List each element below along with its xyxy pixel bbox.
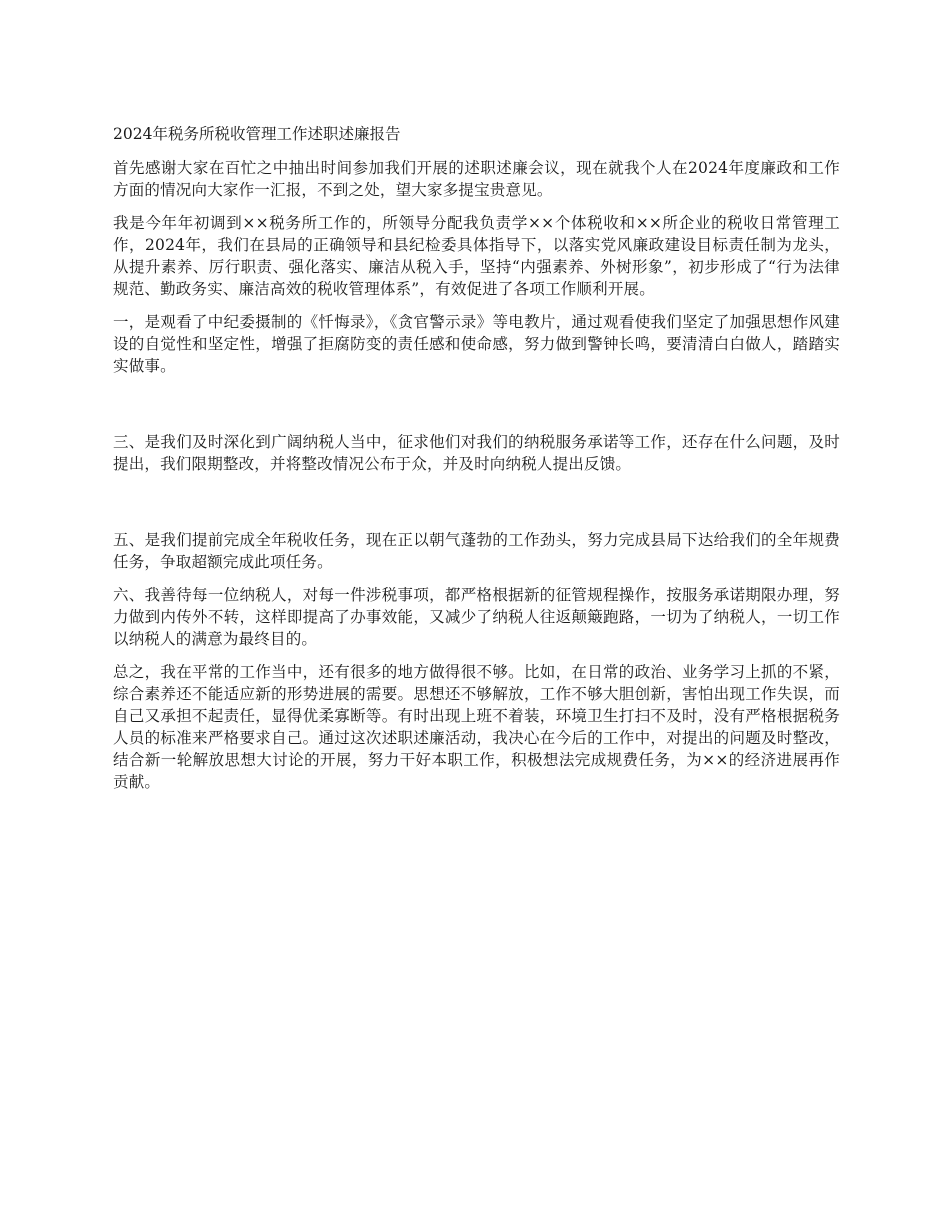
- blank-gap: [113, 486, 840, 529]
- paragraph-background: 我是今年年初调到××税务所工作的，所领导分配我负责学××个体税收和××所企业的税收日常管理工作，2024年，我们在县局的正确领导和县纪检委具体指导下，以落实党风廉政建设目标责任制为龙头，从提升素养、厉行职责、强化落实、廉洁从税入手，坚持“内强素养、外树形象”，初步形成了“行为法律规范、勤政务实、廉洁高效的税收管理体系”，有效促进了各项工作顺利开展。: [113, 214, 840, 298]
- paragraph-intro: 首先感谢大家在百忙之中抽出时间参加我们开展的述职述廉会议，现在就我个人在2024年度廉政和工作方面的情况向大家作一汇报，不到之处，望大家多提宝贵意见。: [113, 159, 840, 199]
- blank-gap: [113, 388, 840, 431]
- paragraph-item-one: 一，是观看了中纪委摄制的《忏悔录》，《贪官警示录》等电教片，通过观看使我们坚定了加强思想作风建设的自觉性和坚定性，增强了拒腐防变的责任感和使命感，努力做到警钟长鸣，要清清白白做人，踏踏实实做事。: [113, 313, 840, 375]
- document-page: [113, 122, 840, 804]
- document-title: 2024年税务所税收管理工作述职述廉报告: [113, 125, 401, 143]
- paragraph-item-three: 三、是我们及时深化到广阔纳税人当中，征求他们对我们的纳税服务承诺等工作，还存在什么问题，及时提出，我们限期整改，并将整改情况公布于众，并及时向纳税人提出反馈。: [113, 433, 840, 473]
- paragraph-conclusion: 总之，我在平常的工作当中，还有很多的地方做得很不够。比如，在日常的政治、业务学习上抓的不紧，综合素养还不能适应新的形势进展的需要。思想还不够解放，工作不够大胆创新，害怕出现工作失误，而自己又承担不起责任，显得优柔寡断等。有时出现上班不着装，环境卫生打扫不及时，没有严格根据税务人员的标准来严格要求自己。通过这次述职述廉活动，我决心在今后的工作中，对提出的问题及时整改，结合新一轮解放思想大讨论的开展，努力干好本职工作，积极想法完成规费任务，为××的经济进展再作贡献。: [113, 663, 840, 791]
- paragraph-item-six: 六、我善待每一位纳税人，对每一件涉税事项，都严格根据新的征管规程操作，按服务承诺期限办理，努力做到内传外不转，这样即提高了办事效能，又减少了纳税人往返颠簸跑路，一切为了纳税人，一切工作以纳税人的满意为最终目的。: [113, 586, 840, 648]
- paragraph-item-five: 五、是我们提前完成全年税收任务，现在正以朝气蓬勃的工作劲头，努力完成县局下达给我们的全年规费任务，争取超额完成此项任务。: [113, 531, 840, 571]
